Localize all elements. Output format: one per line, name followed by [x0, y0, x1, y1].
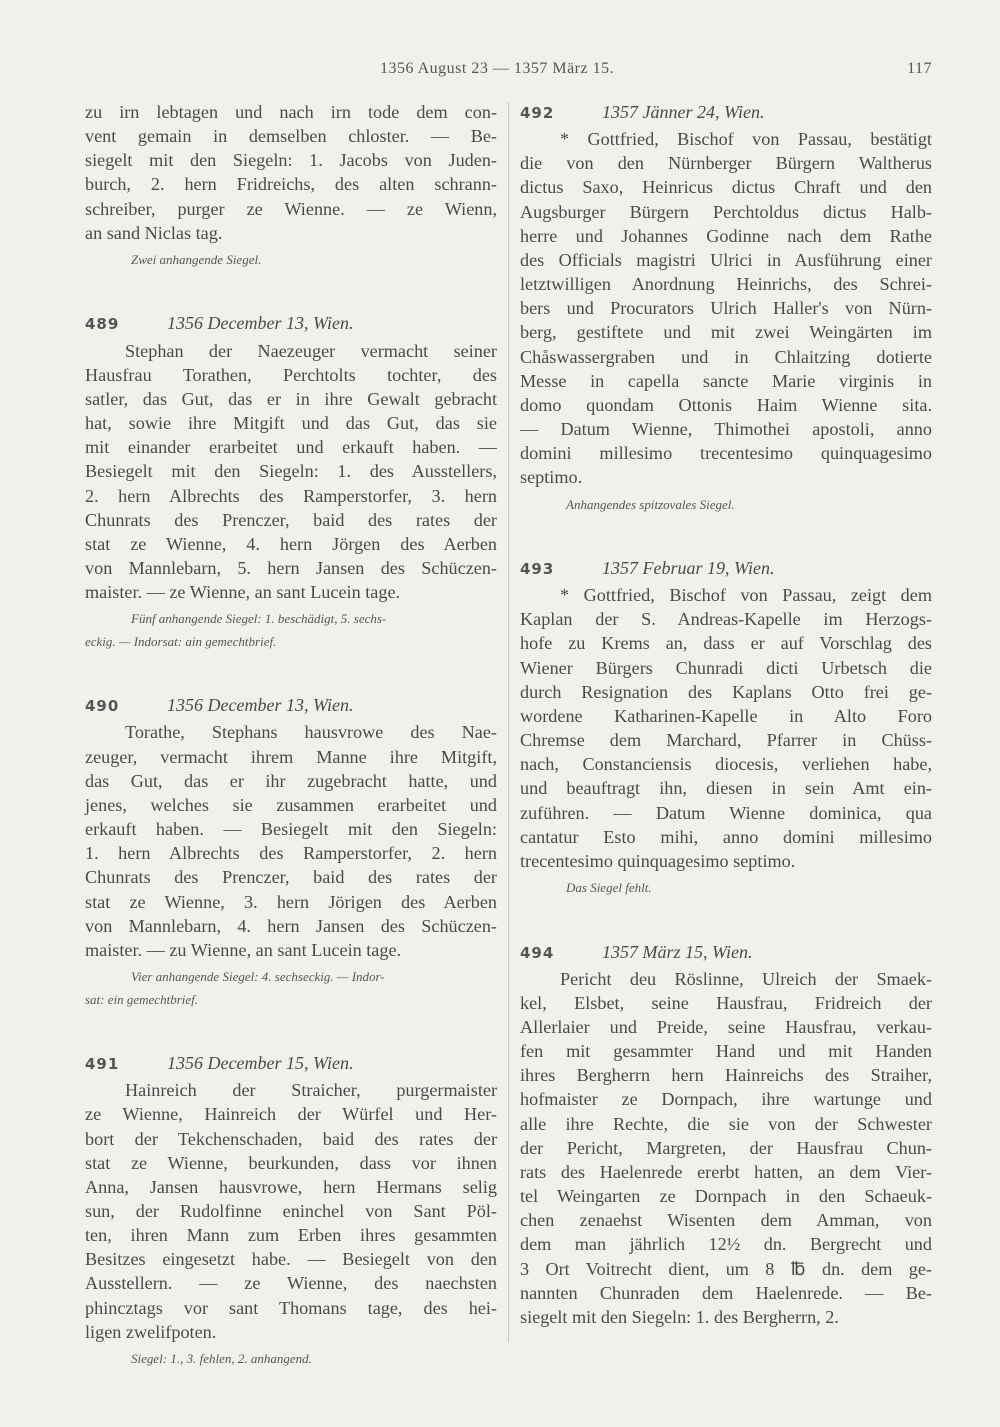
entry-text [85, 720, 497, 962]
text-line: der Pericht, Margreten, der Hausfrau Chun- [520, 1137, 932, 1158]
text-line: stat ze Wienne, beurkunden, dass vor ihnen [85, 1152, 497, 1173]
text-line: Messe in capella sancte Marie virginis in [520, 370, 932, 391]
right-column [520, 100, 932, 1333]
text-line: Hausfrau Torathen, Perchtolts tochter, des [85, 364, 497, 385]
column-divider [508, 102, 509, 1342]
text-line: Torathe, Stephans hausvrowe des Nae- [125, 722, 497, 743]
entry-number: 492 [520, 104, 555, 122]
entry-date: 1356 December 13, Wien. [167, 313, 354, 334]
text-line: trecentesimo quinquagesimo septimo. [520, 850, 796, 871]
entry-heading [520, 556, 932, 581]
text-line: Stephan der Naezeuger vermacht seiner [125, 340, 497, 361]
seal-note: Fünf anhangende Siegel: 1. beschädigt, 5. sechs- [131, 611, 387, 627]
entry-heading [520, 940, 932, 965]
text-line: ligen zwelifpoten. [85, 1321, 217, 1342]
text-line: herre und Johannes Godinne nach dem Rathe [520, 225, 932, 246]
text-line: berg, gestiftete und mit zwei Weingärten im [520, 322, 932, 343]
text-line: 3 Ort Voitrecht dient, um 8 ℔ dn. dem ge- [520, 1258, 932, 1279]
entry-number: 490 [85, 697, 120, 716]
text-line: Anna, Jansen hausvrowe, hern Hermans selig [85, 1176, 497, 1197]
text-line: bers und Procurators Ulrich Haller's von Nürn- [520, 298, 932, 319]
text-line: nannten Chunraden dem Haelenrede. — Be- [520, 1282, 932, 1303]
text-line: Besiegelt mit den Siegeln: 1. des Ausstellers, [85, 461, 497, 482]
text-line: — Datum Wienne, Thimothei apostoli, anno [520, 419, 932, 440]
text-line: * Gottfried, Bischof von Passau, zeigt dem [560, 585, 932, 606]
entry-heading [520, 100, 932, 125]
seal-note: eckig. — Indorsat: ain gemechtbrief. [85, 633, 277, 649]
text-line: siegelt mit den Siegeln: 1. des Bergherrn, 2. [520, 1306, 839, 1327]
text-line: cantatur Esto mihi, anno domini millesimo [520, 826, 932, 847]
text-line: domo quondam Ottonis Haim Wienne sita. [520, 394, 932, 415]
entry-date: 1357 Jänner 24, Wien. [602, 102, 765, 122]
entry-heading [85, 1051, 497, 1076]
text-line: das Gut, das er ihr zugebracht hatte, und [85, 770, 497, 791]
seal-note: sat: ein gemechtbrief. [85, 991, 198, 1007]
seal-note: Das Siegel fehlt. [566, 880, 652, 896]
seal-note: Zwei anhangende Siegel. [131, 251, 262, 267]
text-line: erkauft haben. — Besiegelt mit den Siegeln: [85, 819, 497, 840]
text-line: domini millesimo trecentesimo quinquagesimo [520, 443, 932, 464]
entry-text [85, 1078, 497, 1344]
text-line: jenes, welches sie zusammen erarbeitet und [85, 794, 497, 815]
text-line: dem man jährlich 12½ dn. Bergrecht und [520, 1234, 932, 1255]
text-line: hofe zu Krems an, dass er auf Vorschlag des [520, 633, 932, 654]
text-line: letztwilligen Anordnung Heinrichs, des Schrei- [520, 274, 932, 295]
text-line: ten, ihren Mann zum Erben ihres gesammten [85, 1225, 497, 1246]
text-line: die von den Nürnberger Bürgern Waltherus [520, 153, 932, 174]
entry-text [520, 583, 932, 873]
text-line: Chåswassergraben und in Chlaitzing dotierte [520, 346, 932, 367]
page-number: 117 [907, 60, 932, 77]
text-line: dictus Saxo, Heinricus dictus Chraft und den [520, 177, 932, 198]
text-line: von Mannlebarn, 5. hern Jansen des Schüczen- [85, 558, 497, 578]
text-line: stat ze Wienne, 4. hern Jörgen des Aerben [85, 533, 497, 554]
entry-number: 489 [85, 315, 120, 334]
seal-note: Siegel: 1., 3. fehlen, 2. anhangend. [131, 1350, 312, 1366]
text-line: Chunrats des Prenczer, baid des rates der [85, 867, 497, 888]
text-line: zeuger, vermacht ihrem Manne ihre Mitgift, [85, 746, 497, 767]
entry-date: 1357 Februar 19, Wien. [602, 558, 775, 578]
text-line: schreiber, purger ze Wienne. — ze Wienn, [85, 198, 497, 219]
text-line: Chunrats des Prenczer, baid des rates der [85, 509, 497, 530]
text-line: phincztags vor sant Thomans tage, des hei- [85, 1297, 497, 1318]
text-line: Allerlaier und Preide, seine Hausfrau, verkau- [520, 1017, 932, 1037]
entry-text [520, 127, 932, 489]
text-line: maister. — ze Wienne, an sant Lucein tage. [85, 582, 401, 603]
entry-text [520, 967, 932, 1329]
header-date-range: 1356 August 23 — 1357 März 15. [380, 60, 615, 77]
text-line: wordene Katharinen-Kapelle in Alto Foro [520, 705, 932, 726]
text-line: Chremse dem Marchard, Pfarrer in Chüss- [520, 730, 932, 751]
entry-heading [85, 693, 497, 718]
text-line: zuführen. — Datum Wienne dominica, qua [520, 802, 932, 823]
entry-date: 1356 December 13, Wien. [167, 695, 354, 716]
text-line: vent gemain in demselben chloster. — Be- [85, 126, 497, 147]
text-line: Pericht deu Röslinne, Ulreich der Smaek- [560, 968, 932, 989]
seal-note: Vier anhangende Siegel: 4. sechseckig. — Indor- [131, 969, 385, 985]
text-line: und beauftragt ihn, diesen in sein Amt ein- [520, 778, 932, 799]
text-line: fen mit gesammter Hand und mit Handen [520, 1041, 932, 1062]
entry-number: 494 [520, 943, 555, 962]
text-line: nach, Constanciensis diocesis, verliehen habe, [520, 754, 932, 775]
text-line: Hainreich der Straicher, purgermaister [125, 1080, 497, 1101]
text-line: Besitzes eingesetzt habe. — Besiegelt von den [85, 1249, 497, 1270]
entry-number: 493 [520, 560, 555, 578]
entry-heading [85, 311, 497, 336]
text-line: ze Wienne, Hainreich der Würfel und Her- [85, 1104, 497, 1125]
text-line: des Officials magistri Ulrici in Ausführung einer [520, 249, 932, 270]
entry-number: 491 [85, 1055, 120, 1074]
text-line: septimo. [520, 467, 583, 488]
text-line: stat ze Wienne, 3. hern Jörigen des Aerben [85, 891, 497, 912]
text-line: rats des Haelenrede ererbt hatten, an dem Vier- [520, 1161, 932, 1182]
text-line: maister. — zu Wienne, an sant Lucein tage. [85, 939, 402, 960]
text-line: siegelt mit den Siegeln: 1. Jacobs von Juden- [85, 150, 497, 171]
seal-note: Anhangendes spitzovales Siegel. [566, 496, 735, 512]
text-line: hofmaister ze Dornpach, ihre wartunge und [520, 1089, 932, 1110]
text-line: Wiener Bürgers Chunradi dicti Urbetsch die [520, 657, 932, 678]
left-column [85, 100, 497, 1370]
text-line: ihres Bergherrn hern Hainreichs des Straiher, [520, 1065, 932, 1086]
text-line: Ausstellern. — ze Wienne, des naechsten [85, 1273, 497, 1294]
text-line: 1. hern Albrechts des Ramperstorfer, 2. hern [85, 843, 497, 864]
text-line: mit einander erarbeitet und erkauft haben. — [85, 437, 497, 458]
text-line: zu irn lebtagen und nach irn tode dem con- [85, 102, 497, 122]
entry-date: 1356 December 15, Wien. [167, 1053, 354, 1074]
text-line: * Gottfried, Bischof von Passau, bestätigt [560, 129, 932, 150]
text-line: sun, der Rudolfinne eninchel von Sant Pöl- [85, 1200, 497, 1221]
text-line: bort der Tekchenschaden, baid des rates der [85, 1128, 497, 1149]
text-line: durch Resignation des Kaplans Otto frei ge- [520, 681, 932, 702]
text-line: chen zenaehst Wisenten dem Amman, von [520, 1210, 932, 1231]
text-line: alle ihre Rechte, die sie von der Schwester [520, 1113, 932, 1134]
text-line: burch, 2. hern Fridreichs, des alten schrann- [85, 174, 497, 195]
entry-date: 1357 März 15, Wien. [602, 941, 753, 962]
text-line: von Mannlebarn, 4. hern Jansen des Schüczen- [85, 915, 497, 936]
text-line: an sand Niclas tag. [85, 222, 223, 243]
entry-text [85, 100, 497, 245]
text-line: hat, sowie ihre Mitgift und das Gut, das sie [85, 413, 497, 434]
text-line: Kaplan der S. Andreas-Kapelle im Herzogs- [520, 609, 932, 630]
text-line: kel, Elsbet, seine Hausfrau, Fridreich der [520, 992, 932, 1013]
text-line: satler, das Gut, das er in ihre Gewalt gebracht [85, 388, 497, 409]
text-line: 2. hern Albrechts des Ramperstorfer, 3. hern [85, 485, 497, 506]
entry-text [85, 339, 497, 605]
text-line: tel Weingarten ze Dornpach in den Schaeuk- [520, 1186, 932, 1207]
running-header [0, 60, 1000, 84]
text-line: Augsburger Bürgern Perchtoldus dictus Halb- [520, 201, 932, 222]
